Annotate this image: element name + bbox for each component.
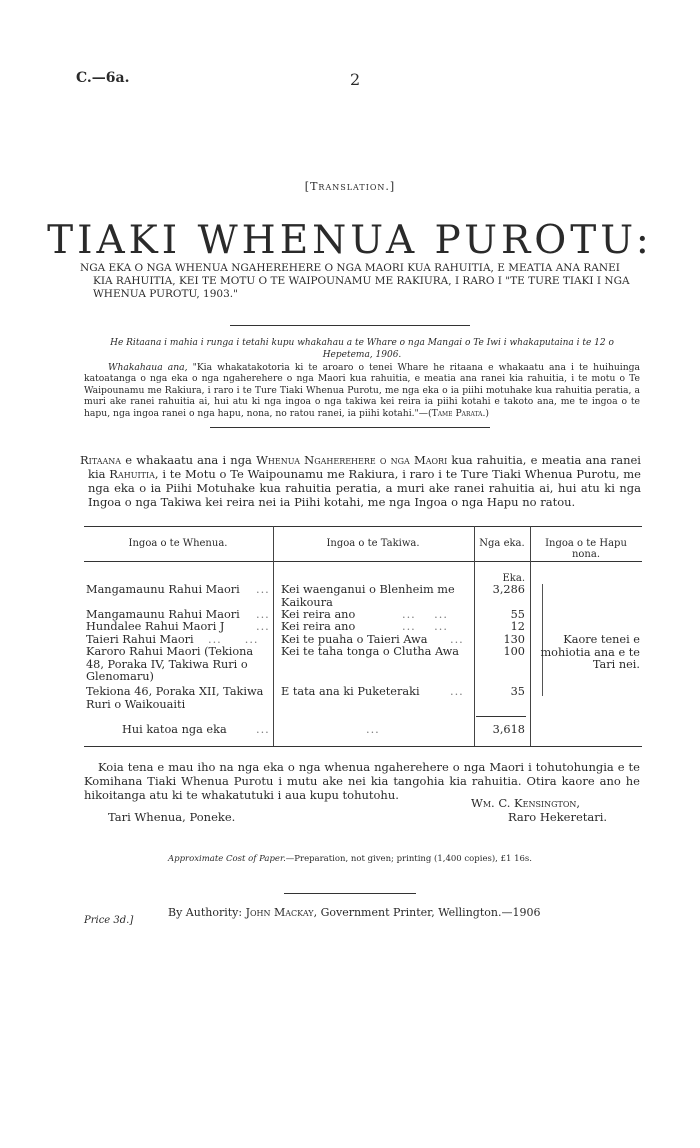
table-row-land: Mangamaunu Rahui Maori [86,583,240,596]
column-divider [273,526,274,746]
leader-dots: ... ... [402,620,448,633]
leader-dots: ... ... [208,633,259,646]
page-number: 2 [350,70,361,89]
table-row-district: Kei waenganui o Blenheim me Kaikoura [281,583,455,609]
table-row-district: Kei te taha tonga o Clutha Awa [281,645,460,658]
authority-prefix: By Authority: [168,906,246,919]
printer-name: John Mackay [245,906,314,919]
col-header-hapu: Ingoa o te Hapu nona. [545,538,627,560]
cost-detail: —Preparation, not given; printing (1,400 copies), £1 16s. [285,854,532,864]
order-body: "Kia whakatakotoria ki te aroaro o tenei Whare he ritaana e whakaatu ana i te huihuinga katoatanga o nga eka o nga ngaherehere o nga Maori kua rahuitia, e meatia ana ranei kia rahuitia, i te motu o Te Waipounamu me Rakiura, i raro i te Ture Tiaki Whenua Purotu, me nga eka o ia piihi motuhake kua rahuitia peratia, a muri ake ranei rahuitia ai, hui atu ki nga ingoa o nga takiwa kei reira ia piihi kotahi e takoto ana, me te ingoa o te hapu, nga ingoa ranei o nga hapu, nona, no ratou ranei, ia piihi kotahi."—( [84,362,640,419]
intro-text: e whakaatu ana i nga [121,453,257,467]
acres-unit: Eka. [502,573,525,584]
leader-dots: ... [366,723,380,736]
col-header-district: Ingoa o te Takiwa. [326,538,420,549]
table-row-district: Kei te puaha o Taieri Awa [281,633,428,646]
table-row-land: Hundalee Rahui Maori J [86,620,225,633]
order-description [84,362,640,419]
intro-word: Rahuitia [109,467,155,481]
table-row-acres: 100 [503,645,525,658]
subtitle: NGA EKA O NGA WHENUA NGAHEREHERE O NGA MAORI KUA RAHUITIA, E MEATIA ANA RANEI KIA RAHUITIA, KEI TE MOTU O TE WAIPOUNAMU ME RAKIURA, I RARO I "TE TURE TIAKI I NGA WHENUA PUROTU, 1903." [80,262,630,300]
order-tail: .) [482,407,490,419]
table-row-land: Karoro Rahui Maori (Tekiona 48, Poraka IV, Takiwa Ruri o Glenomaru) [86,645,254,683]
authority-suffix: , Government Printer, Wellington.—1906 [313,906,541,919]
signatory-role: Raro Hekeretari. [508,810,608,824]
return-intro [80,453,641,509]
intro-word: Whenua Ngaherehere o nga Maori [256,453,448,467]
leader-dots: ... [256,723,270,736]
reserves-table [84,526,642,748]
document-reference: C.—6a. [76,70,130,86]
divider [230,325,470,326]
leader-dots: ... [256,620,270,633]
translation-label: [Translation.] [304,180,396,193]
divider [284,893,416,894]
cost-label: Approximate Cost of Paper. [168,854,286,864]
table-row-acres: 55 [510,608,525,621]
leader-dots: ... [256,608,270,621]
table-row-district: E tata ana ki Puketeraki [281,685,420,698]
table-row-acres: 3,286 [492,583,525,596]
col-header-land: Ingoa o te Whenua. [128,538,228,549]
table-header [84,526,642,562]
total-label: Hui katoa nga eka [122,723,227,736]
hapu-note: Kaore tenei e mohiotia ana e te Tari nei. [540,633,640,671]
printer-authority [168,906,540,919]
table-row-acres: 35 [510,685,525,698]
table-row-land: Tekiona 46, Poraka XII, Takiwa Ruri o Waikouaiti [86,685,264,711]
table-bottom-rule [84,746,642,747]
office-name: Tari Whenua, Poneke. [108,810,236,824]
table-row-land: Mangamaunu Rahui Maori [86,608,240,621]
intro-word: Ritaana [80,453,122,467]
divider [210,427,490,428]
table-row-district: Kei reira ano [281,608,356,621]
signatory-name: Wm. C. Kensington, [471,796,581,810]
order-lead: Whakahaua ana, [108,362,188,373]
intro-text: , i te Motu o Te Waipounamu me Rakiura, i raro i te Ture Tiaki Whenua Purotu, me nga eka o ia Piihi Motuhake kua rahuitia peratia, a muri ake ranei rahuitia ai, hui atu ki nga Ingoa o nga Takiwa kei reira nei ia Piihi kotahi, me nga Ingoa o nga Hapu no ratou. [88,467,641,509]
col-header-acres: Nga eka. [479,538,525,549]
column-divider [474,526,475,746]
printing-cost [0,854,700,864]
table-row-acres: 130 [503,633,525,646]
price: Price 3d.] [84,915,134,926]
return-notice: He Ritaana i mahia i runga i tetahi kupu whakahau a te Whare o nga Mangai o Te Iwi i whakaputaina i te 12 o Hepetema, 1906. [110,338,614,360]
intro-text: kua rahuitia, e meatia ana ranei kia [88,453,641,481]
closing-paragraph: Koia tena e mau iho na nga eka o nga whenua ngaherehere o nga Maori i tohutohungia e te Komihana Tiaki Whenua Purotu i mutu ake nei kia tangohia kia rahuitia. Otira kaore ano he hikoitanga atu ki te whakatutuki i aua kupu tohutohu. [84,760,640,802]
table-row-acres: 12 [510,620,525,633]
leader-dots: ... [450,685,464,698]
leader-dots: ... [256,583,270,596]
table-row-district: Kei reira ano [281,620,356,633]
table-row-land: Taieri Rahui Maori [86,633,194,646]
column-divider [530,526,531,746]
sum-rule [476,716,526,717]
total-acres: 3,618 [492,723,525,736]
leader-dots: ... [450,633,464,646]
page-title: TIAKI WHENUA PUROTU: [47,218,653,263]
leader-dots: ... ... [402,608,448,621]
order-author: Tame Parata [431,407,483,419]
